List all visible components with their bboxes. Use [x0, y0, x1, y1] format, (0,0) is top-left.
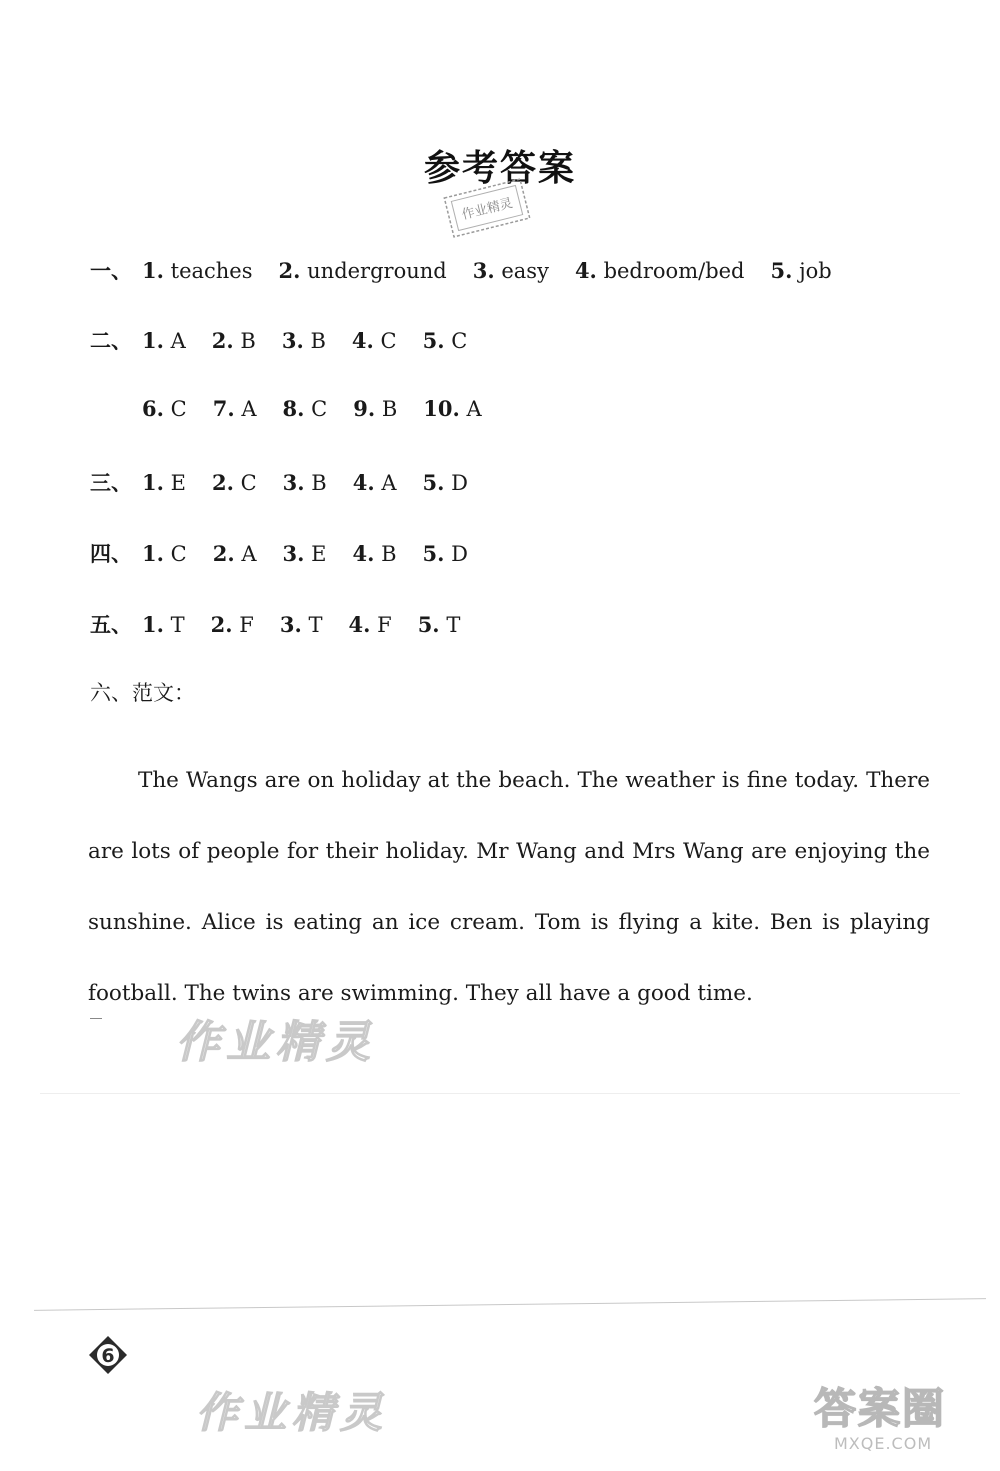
- answer-number: 3.: [281, 328, 304, 353]
- answer-number: 1.: [142, 470, 164, 495]
- answer-item: [213, 541, 257, 566]
- answer-text: underground: [307, 259, 447, 283]
- answer-number: 10.: [423, 396, 460, 421]
- answer-text: A: [381, 471, 397, 495]
- answer-item: [283, 396, 328, 421]
- answer-item: [280, 612, 323, 637]
- answer-number: 5.: [422, 470, 445, 495]
- answer-text: teaches: [170, 259, 253, 283]
- essay-label: 六、范文：: [90, 681, 195, 705]
- answer-item: [142, 396, 187, 421]
- answer-number: 3.: [282, 470, 305, 495]
- answer-number: 2.: [278, 258, 301, 283]
- answer-text: C: [451, 329, 468, 353]
- answer-text: A: [241, 542, 257, 566]
- answer-text: job: [799, 259, 832, 283]
- answer-item: [423, 541, 468, 566]
- corner-logo-url: MXQE.COM: [834, 1434, 933, 1453]
- answer-number: 5.: [770, 258, 793, 283]
- answer-row: [90, 467, 494, 497]
- answer-number: 5.: [417, 612, 440, 637]
- answer-item: [142, 612, 185, 637]
- answer-text: easy: [501, 259, 549, 283]
- answer-number: 2.: [211, 328, 234, 353]
- answer-item: [423, 470, 468, 495]
- answer-item: [352, 541, 396, 566]
- answer-number: 4.: [348, 612, 371, 637]
- answer-item: [353, 396, 397, 421]
- page-title: 参考答案: [423, 148, 576, 189]
- answer-item: [348, 612, 391, 637]
- answer-item: [282, 328, 326, 353]
- answer-row: [90, 255, 858, 285]
- answer-item: [473, 258, 549, 283]
- answer-number: 1.: [142, 328, 164, 353]
- answer-row: [90, 609, 486, 639]
- watermark: 作业精灵: [176, 1017, 376, 1068]
- section-label: 二、: [90, 329, 132, 353]
- answer-number: 1.: [142, 541, 164, 566]
- answer-number: 3.: [282, 541, 305, 566]
- answer-text: D: [451, 542, 468, 566]
- answer-number: 4.: [352, 470, 375, 495]
- answer-item: [142, 470, 186, 495]
- answer-text: E: [311, 542, 327, 566]
- answer-text: A: [466, 397, 482, 421]
- answer-text: T: [170, 613, 185, 637]
- answer-text: F: [377, 613, 392, 637]
- answer-text: C: [380, 329, 397, 353]
- essay-text: The Wangs are on holiday at the beach. The weather is fine today. There are lots of people for their holiday. Mr Wang and Mrs Wang are enjoying the sunshine. Alice is eating an ice cream. Tom is flying a kite. Ben is playing football. The twins are swimming. They all have a good time.: [88, 768, 930, 1006]
- answer-item: [283, 470, 327, 495]
- answer-item: [575, 258, 745, 283]
- section-label: 五、: [90, 613, 132, 637]
- answer-text: C: [311, 397, 328, 421]
- answer-row: [90, 396, 508, 421]
- answer-item: [423, 396, 481, 421]
- answer-number: 6.: [142, 396, 164, 421]
- answer-item: [418, 612, 461, 637]
- answer-text: T: [446, 613, 461, 637]
- answer-row: [90, 538, 494, 568]
- answer-text: bedroom/bed: [603, 259, 745, 283]
- answer-item: [142, 328, 186, 353]
- answer-number: 1.: [142, 258, 164, 283]
- corner-logo: [808, 1376, 976, 1462]
- corner-logo-text: 答案圈: [814, 1384, 947, 1433]
- answer-text: B: [381, 542, 397, 566]
- answer-number: 8.: [282, 396, 305, 421]
- answer-text: B: [240, 329, 256, 353]
- answer-text: C: [170, 542, 187, 566]
- answer-number: 2.: [211, 470, 234, 495]
- answer-text: B: [310, 329, 326, 353]
- stamp-text: 作业精灵: [460, 195, 515, 224]
- answer-number: 9.: [353, 396, 376, 421]
- answer-number: 1.: [142, 612, 164, 637]
- answer-item: [142, 258, 253, 283]
- answer-number: 2.: [212, 541, 235, 566]
- answer-number: 4.: [574, 258, 597, 283]
- footer-rule: [34, 1298, 986, 1311]
- answer-text: C: [170, 397, 187, 421]
- answer-item: [142, 541, 187, 566]
- answer-text: B: [311, 471, 327, 495]
- answer-item: [212, 470, 257, 495]
- answer-text: F: [239, 613, 254, 637]
- answer-text: D: [451, 471, 468, 495]
- answer-item: [352, 328, 397, 353]
- answer-item: [211, 612, 254, 637]
- section-label: 三、: [90, 471, 132, 495]
- answer-text: A: [170, 329, 186, 353]
- answer-text: C: [240, 471, 257, 495]
- answer-item: [771, 258, 832, 283]
- page-number: 6: [101, 1345, 115, 1367]
- answer-text: A: [241, 397, 257, 421]
- essay-paragraph: [88, 745, 930, 1029]
- answer-text: E: [170, 471, 186, 495]
- answer-item: [423, 328, 468, 353]
- answer-number: 2.: [210, 612, 233, 637]
- section-label: 一、: [90, 259, 132, 283]
- answer-item: [283, 541, 327, 566]
- answer-number: 7.: [212, 396, 235, 421]
- section-label: 四、: [90, 542, 132, 566]
- answer-number: 5.: [422, 328, 445, 353]
- answer-number: 4.: [352, 541, 375, 566]
- answer-item: [213, 396, 257, 421]
- page-number-badge: [88, 1335, 128, 1375]
- answer-item: [279, 258, 447, 283]
- answer-item: [353, 470, 397, 495]
- footer-watermark: 作业精灵: [196, 1388, 389, 1437]
- divider-faint: [40, 1093, 960, 1094]
- answer-text: B: [381, 397, 398, 421]
- answer-text: T: [308, 613, 323, 637]
- answer-number: 3.: [279, 612, 302, 637]
- answer-number: 4.: [351, 328, 374, 353]
- answer-item: [212, 328, 256, 353]
- answer-number: 3.: [472, 258, 495, 283]
- dash-mark: [90, 1018, 102, 1019]
- answer-number: 5.: [422, 541, 445, 566]
- answer-row: [90, 325, 493, 355]
